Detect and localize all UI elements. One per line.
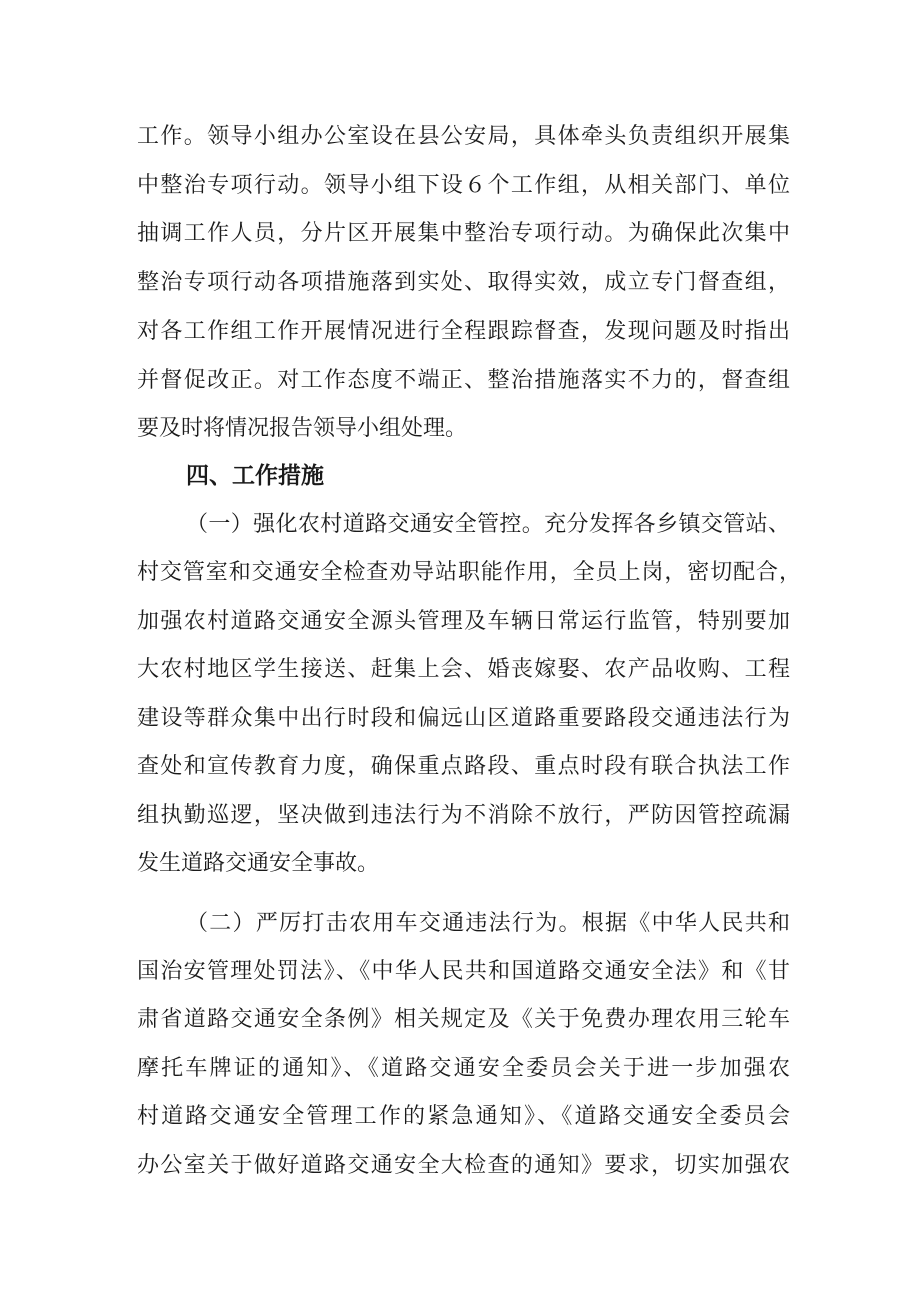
body-text: 办公室关于做好道路交通安全大检查的通知》要求，切实加强农: [137, 1153, 790, 1178]
body-text: 村道路交通安全管理工作的紧急通知》、《道路交通安全委员会: [137, 1104, 790, 1129]
body-text: 查处和宣传教育力度，确保重点路段、重点时段有联合执法工作: [137, 754, 790, 779]
body-text: 并督促改正。对工作态度不端正、整治措施落实不力的，督查组: [137, 368, 790, 393]
body-text: 工作。领导小组办公室设在县公安局，具体牵头负责组织开展集: [137, 124, 790, 149]
body-text: 对各工作组工作开展情况进行全程跟踪督查，发现问题及时指出: [137, 319, 790, 344]
body-text: 摩托车牌证的通知》、《道路交通安全委员会关于进一步加强农: [137, 1056, 790, 1081]
body-text: 组执勤巡逻，坚决做到违法行为不消除不放行，严防因管控疏漏: [137, 803, 790, 828]
body-text: （一）强化农村道路交通安全管控。充分发挥各乡镇交管站、: [186, 512, 790, 537]
body-text: 整治专项行动各项措施落到实处、取得实效，成立专门督查组，: [137, 270, 790, 295]
body-text: 建设等群众集中出行时段和偏远山区道路重要路段交通违法行为: [137, 706, 790, 731]
body-text: （二）严厉打击农用车交通违法行为。根据《中华人民共和: [186, 911, 790, 936]
body-text: 发生道路交通安全事故。: [137, 851, 380, 876]
body-text: 肃省道路交通安全条例》相关规定及《关于免费办理农用三轮车: [137, 1007, 790, 1032]
body-text: 中整治专项行动。领导小组下设６个工作组，从相关部门、单位: [137, 173, 790, 198]
body-text: 国治安管理处罚法》、《中华人民共和国道路交通安全法》和《甘: [137, 959, 790, 984]
body-text: 村交管室和交通安全检查劝导站职能作用，全员上岗，密切配合，: [137, 560, 801, 585]
body-text: 加强农村道路交通安全源头管理及车辆日常运行监管，特别要加: [137, 609, 790, 634]
body-text: 抽调工作人员，分片区开展集中整治专项行动。为确保此次集中: [137, 221, 790, 246]
body-text: 大农村地区学生接送、赶集上会、婚丧嫁娶、农产品收购、工程: [137, 657, 790, 682]
body-text: 要及时将情况报告领导小组处理。: [137, 416, 468, 441]
section-heading-text: 四、工作措施: [186, 463, 324, 489]
